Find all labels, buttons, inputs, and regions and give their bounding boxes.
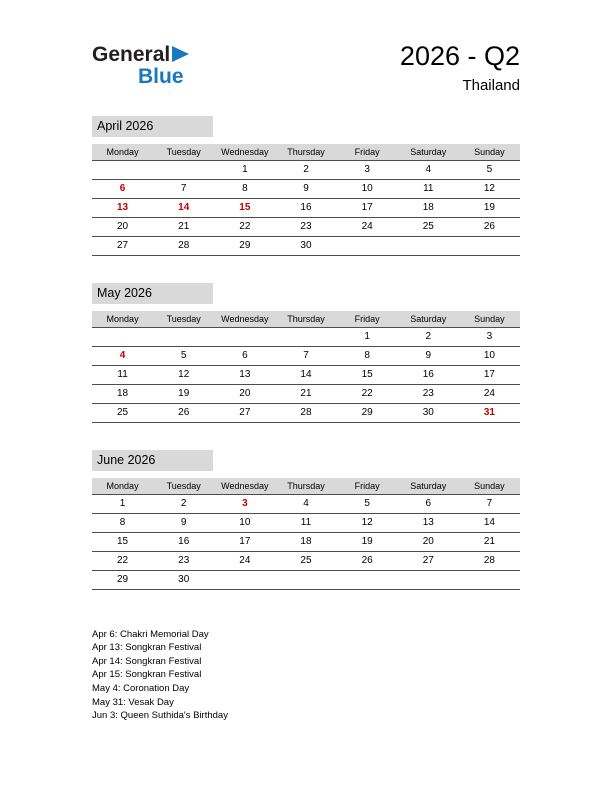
empty-cell (459, 237, 520, 255)
day-cell: 10 (483, 349, 495, 361)
day-cell: 29 (117, 573, 129, 585)
general-blue-logo (92, 40, 189, 88)
day-cell: 23 (422, 387, 434, 399)
week-row (92, 571, 520, 590)
week-row (92, 366, 520, 385)
day-cell: 7 (180, 182, 187, 194)
quarter-title: 2026 - Q2 (399, 41, 520, 71)
weekday-label: Thursday (287, 313, 325, 324)
weekday-label: Friday (354, 313, 380, 324)
empty-cell (153, 161, 214, 179)
day-cell: 22 (239, 220, 251, 232)
day-cell: 14 (483, 516, 495, 528)
day-cell: 18 (300, 535, 312, 547)
day-cell: 3 (364, 163, 370, 175)
week-row (92, 552, 520, 571)
day-cell: 14 (300, 368, 312, 380)
weekday-label: Saturday (410, 313, 447, 324)
day-cell: 17 (361, 201, 373, 213)
day-cell: 8 (119, 516, 126, 528)
week-row (92, 161, 520, 180)
weekday-label: Thursday (287, 480, 325, 491)
month-section-april (92, 116, 520, 256)
month-section-may (92, 283, 520, 423)
day-cell: 28 (178, 239, 190, 251)
empty-cell (337, 237, 398, 255)
day-cell: 24 (361, 220, 373, 232)
day-cell: 4 (303, 497, 309, 509)
week-row (92, 218, 520, 237)
week-row (92, 533, 520, 552)
day-cell: 19 (178, 387, 190, 399)
day-cell: 26 (361, 554, 373, 566)
day-cell: 20 (239, 387, 251, 399)
week-row (92, 385, 520, 404)
day-cell: 27 (239, 406, 251, 418)
day-cell: 15 (361, 368, 373, 380)
day-cell: 24 (239, 554, 251, 566)
weekday-label: Saturday (410, 146, 447, 157)
holiday-item: Apr 6: Chakri Memorial Day (92, 628, 209, 640)
weekday-header-row (92, 311, 520, 328)
day-cell: 6 (425, 497, 432, 509)
empty-cell (92, 161, 153, 179)
holiday-item: Apr 13: Songkran Festival (92, 642, 202, 654)
day-cell: 26 (178, 406, 190, 418)
day-cell: 10 (361, 182, 373, 194)
empty-cell (92, 328, 153, 346)
day-cell: 1 (119, 497, 126, 509)
week-row (92, 347, 520, 366)
empty-cell (214, 328, 275, 346)
day-cell: 25 (422, 220, 434, 232)
day-cell: 18 (422, 201, 434, 213)
day-cell: 18 (117, 387, 129, 399)
weekday-header-row (92, 478, 520, 495)
logo-line-1 (92, 44, 189, 66)
weekday-label: Sunday (474, 480, 505, 491)
month-title: May 2026 (92, 283, 213, 304)
weekday-label: Sunday (474, 146, 505, 157)
day-cell: 20 (422, 535, 434, 547)
day-cell: 3 (242, 497, 248, 509)
day-cell: 16 (300, 201, 312, 213)
empty-cell (398, 571, 459, 589)
day-cell: 19 (361, 535, 373, 547)
day-cell: 31 (483, 406, 495, 418)
weekday-label: Tuesday (166, 480, 201, 491)
day-cell: 14 (178, 201, 190, 213)
weekday-header-row (92, 144, 520, 161)
day-cell: 13 (239, 368, 251, 380)
weekday-label: Tuesday (166, 313, 201, 324)
month-title: June 2026 (92, 450, 213, 471)
holiday-item: Apr 15: Songkran Festival (92, 669, 202, 681)
day-cell: 27 (422, 554, 434, 566)
day-cell: 6 (242, 349, 248, 361)
day-cell: 17 (483, 368, 495, 380)
day-cell: 19 (483, 201, 495, 213)
day-cell: 26 (483, 220, 495, 232)
weekday-label: Tuesday (166, 146, 201, 157)
week-row (92, 180, 520, 199)
day-cell: 8 (364, 349, 370, 361)
day-cell: 4 (119, 349, 126, 361)
weekday-label: Saturday (410, 480, 447, 491)
empty-cell (275, 328, 336, 346)
day-cell: 30 (422, 406, 434, 418)
calendar-table (92, 311, 520, 423)
day-cell: 16 (422, 368, 434, 380)
week-row (92, 199, 520, 218)
day-cell: 9 (180, 516, 187, 528)
page-header (92, 40, 520, 94)
empty-cell (153, 328, 214, 346)
day-cell: 24 (483, 387, 495, 399)
title-block (400, 40, 520, 94)
empty-cell (337, 571, 398, 589)
holiday-item: Jun 3: Queen Suthida's Birthday (92, 710, 228, 722)
region-label: Thailand (462, 76, 520, 94)
day-cell: 15 (239, 201, 251, 213)
logo-triangle-icon (172, 46, 189, 62)
day-cell: 4 (425, 163, 432, 175)
weekday-label: Friday (354, 480, 380, 491)
empty-cell (214, 571, 275, 589)
day-cell: 7 (486, 497, 493, 509)
day-cell: 2 (425, 330, 432, 342)
week-row (92, 237, 520, 256)
day-cell: 13 (422, 516, 434, 528)
day-cell: 20 (117, 220, 129, 232)
day-cell: 5 (486, 163, 493, 175)
day-cell: 10 (239, 516, 251, 528)
day-cell: 16 (178, 535, 190, 547)
day-cell: 17 (239, 535, 251, 547)
weekday-label: Sunday (474, 313, 505, 324)
day-cell: 25 (300, 554, 312, 566)
calendar-table (92, 478, 520, 590)
month-title: April 2026 (92, 116, 213, 137)
day-cell: 30 (178, 573, 190, 585)
day-cell: 3 (486, 330, 493, 342)
day-cell: 28 (300, 406, 312, 418)
day-cell: 2 (303, 163, 309, 175)
day-cell: 28 (483, 554, 495, 566)
weekday-label: Monday (106, 313, 139, 324)
day-cell: 9 (425, 349, 432, 361)
day-cell: 5 (180, 349, 187, 361)
day-cell: 21 (483, 535, 495, 547)
day-cell: 11 (117, 368, 128, 380)
empty-cell (459, 571, 520, 589)
day-cell: 8 (242, 182, 248, 194)
logo-text-general: General (92, 43, 171, 66)
empty-cell (275, 571, 336, 589)
day-cell: 23 (300, 220, 312, 232)
day-cell: 22 (117, 554, 129, 566)
weekday-label: Thursday (287, 146, 325, 157)
weekday-label: Monday (106, 480, 139, 491)
weekday-label: Monday (106, 146, 139, 157)
weekday-label: Wednesday (221, 313, 269, 324)
week-row (92, 328, 520, 347)
day-cell: 25 (117, 406, 129, 418)
day-cell: 1 (242, 163, 248, 175)
day-cell: 12 (483, 182, 495, 194)
day-cell: 9 (303, 182, 309, 194)
day-cell: 29 (361, 406, 373, 418)
day-cell: 21 (178, 220, 190, 232)
empty-cell (398, 237, 459, 255)
week-row (92, 495, 520, 514)
day-cell: 27 (117, 239, 129, 251)
day-cell: 12 (361, 516, 373, 528)
day-cell: 11 (300, 516, 312, 528)
holiday-item: Apr 14: Songkran Festival (92, 655, 202, 667)
day-cell: 21 (300, 387, 312, 399)
day-cell: 5 (364, 497, 370, 509)
day-cell: 23 (178, 554, 190, 566)
week-row (92, 404, 520, 423)
calendar-table (92, 144, 520, 256)
day-cell: 11 (423, 182, 434, 194)
week-row (92, 514, 520, 533)
day-cell: 22 (361, 387, 373, 399)
logo-text-blue: Blue (138, 65, 184, 89)
holiday-item: May 4: Coronation Day (92, 683, 190, 695)
month-section-june (92, 450, 520, 590)
day-cell: 1 (364, 330, 370, 342)
day-cell: 29 (239, 239, 251, 251)
day-cell: 15 (117, 535, 129, 547)
weekday-label: Wednesday (221, 146, 269, 157)
day-cell: 6 (119, 182, 126, 194)
day-cell: 30 (300, 239, 312, 251)
holiday-item: May 31: Vesak Day (92, 696, 174, 708)
day-cell: 12 (178, 368, 190, 380)
day-cell: 13 (117, 201, 129, 213)
weekday-label: Friday (354, 146, 380, 157)
day-cell: 2 (180, 497, 187, 509)
weekday-label: Wednesday (221, 480, 269, 491)
holiday-list (92, 628, 520, 723)
day-cell: 7 (303, 349, 309, 361)
